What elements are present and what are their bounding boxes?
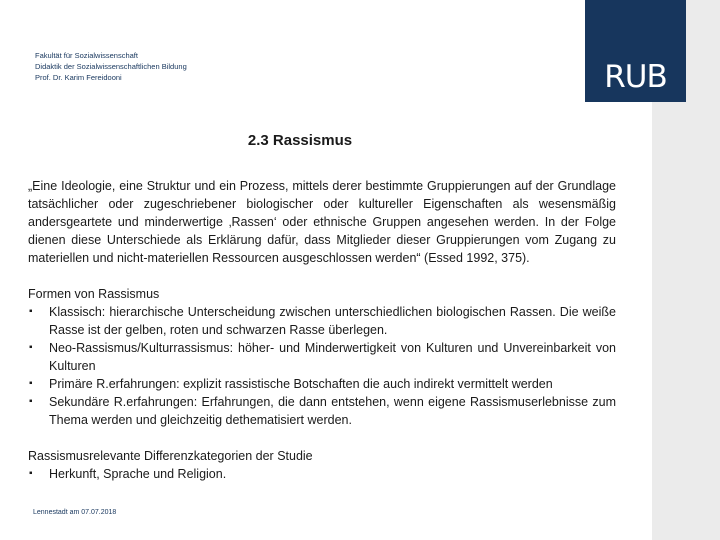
categories-list — [28, 465, 616, 483]
list-item: ▪ Sekundäre R.erfahrungen: Erfahrungen, die dann entstehen, wenn eigene Rassismuserlebnisse zum Thema werden und gleichzeitig dethematisiert werden. — [28, 393, 616, 429]
categories-heading: Rassismusrelevante Differenzkategorien der Studie — [28, 449, 313, 463]
forms-heading: Formen von Rassismus — [28, 287, 160, 301]
rub-logo — [585, 0, 686, 102]
department-line: Didaktik der Sozialwissenschaftlichen Bildung — [35, 62, 187, 71]
list-item: ▪ Primäre R.erfahrungen: explizit rassistische Botschaften die auch indirekt vermittelt werden — [28, 375, 616, 393]
slide-title: 2.3 Rassismus — [247, 132, 353, 149]
professor-line: Prof. Dr. Karim Fereidooni — [35, 73, 122, 82]
institution-header — [35, 50, 187, 83]
list-item: ▪ Herkunft, Sprache und Religion. — [28, 465, 616, 483]
definition-quote: „Eine Ideologie, eine Struktur und ein Prozess, mittels derer bestimmte Gruppierungen auf der Grundlage tatsächlicher oder zugeschriebener biologischer oder kultureller Eigenschaften als wesensmäßig andersgeartete und minderwertige ‚Rassen‘ oder ethnische Gruppen angesehen werden. In der Folge dienen diese Unterschiede als Erklärung dafür, dass Mitglieder dieser Gruppierungen vom Zugang zu materiellen und nicht-materiellen Ressourcen ausgeschlossen werden“ (Essed 1992, 375). — [28, 179, 616, 265]
forms-list — [28, 303, 616, 429]
footer-date: Lennestadt am 07.07.2018 — [33, 509, 117, 516]
list-item: ▪ Neo-Rassismus/Kulturrassismus: höher- und Minderwertigkeit von Kulturen und Unvereinbarkeit von Kulturen — [28, 339, 616, 375]
slide-body — [28, 177, 616, 483]
faculty-line: Fakultät für Sozialwissenschaft — [35, 51, 138, 60]
logo-text: RUB — [604, 59, 667, 95]
list-item: ▪ Klassisch: hierarchische Unterscheidung zwischen unterschiedlichen biologischen Rassen. Die weiße Rasse ist der gelben, roten und schwarzen Rasse überlegen. — [28, 303, 616, 339]
